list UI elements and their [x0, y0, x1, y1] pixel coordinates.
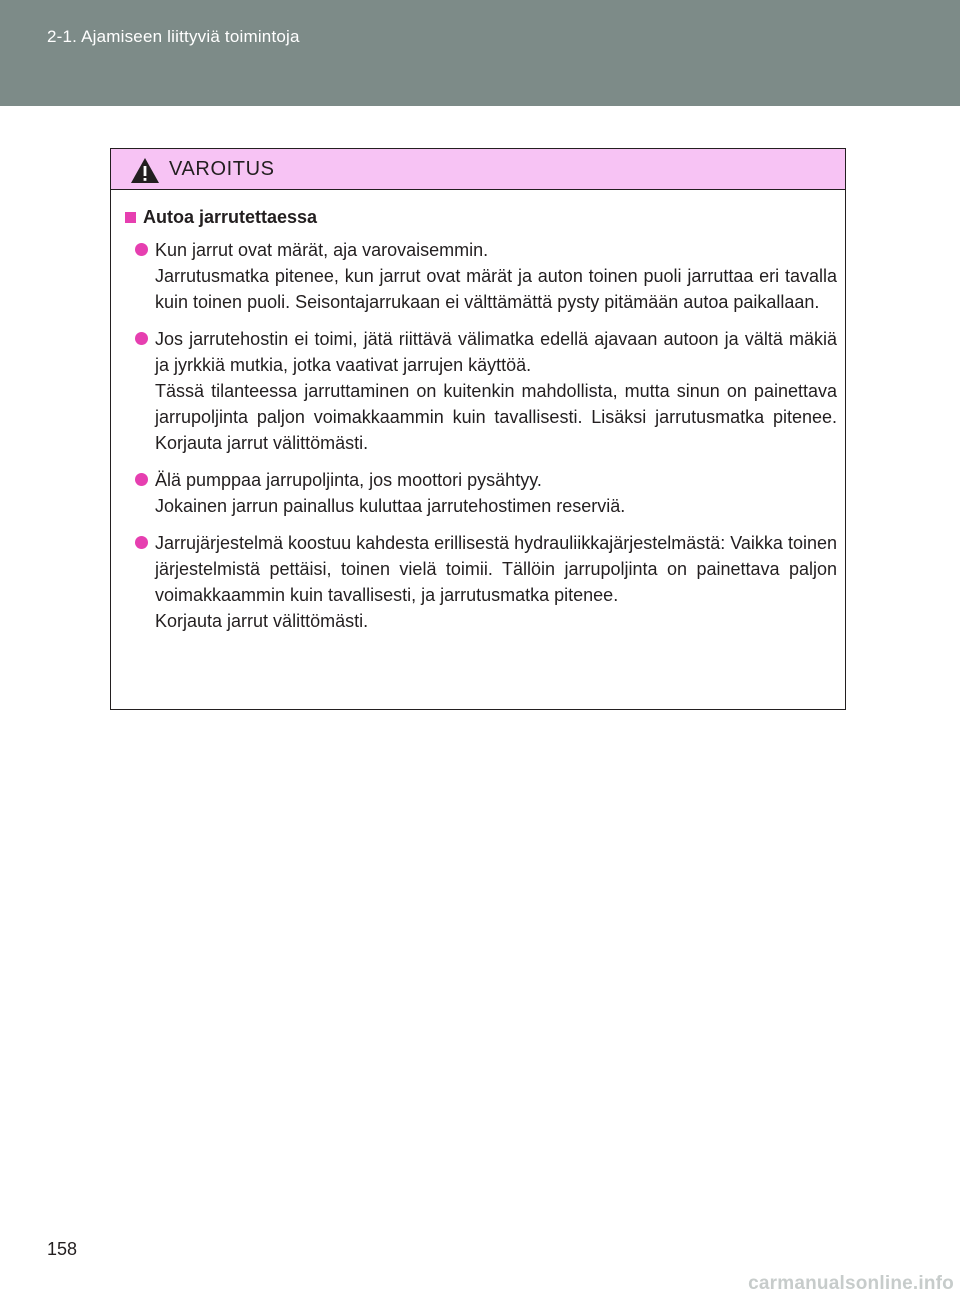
list-item	[135, 530, 837, 634]
circle-bullet-icon	[135, 473, 148, 486]
circle-bullet-icon	[135, 536, 148, 549]
section-title-text: Autoa jarrutettaessa	[143, 207, 318, 227]
page-header	[0, 0, 960, 106]
page-number: 158	[47, 1239, 78, 1259]
list-item	[135, 326, 837, 456]
warning-box	[110, 148, 846, 710]
item-text: Jokainen jarrun painallus kuluttaa jarrutehostimen reserviä.	[155, 496, 626, 516]
square-bullet-icon	[125, 212, 136, 223]
circle-bullet-icon	[135, 332, 148, 345]
warning-triangle-icon	[130, 157, 160, 184]
item-text: Tässä tilanteessa jarruttaminen on kuitenkin mahdollista, mutta sinun on painettava jarrupoljinta paljon voimakkaammin kuin tavallisesti. Lisäksi jarrutusmatka pitenee. Korjauta jarrut välittömästi.	[155, 381, 837, 453]
warning-label: VAROITUS	[169, 158, 275, 180]
item-text: Jarrutusmatka pitenee, kun jarrut ovat märät ja auton toinen puoli jarruttaa eri tavalla kuin toinen puoli. Seisontajarrukaan ei välttämättä pysty pitämään autoa paikallaan.	[155, 266, 837, 312]
warning-header	[111, 149, 845, 190]
warning-list	[135, 237, 837, 645]
list-item	[135, 237, 837, 315]
chapter-title: 2-1. Ajamiseen liittyviä toimintoja	[47, 27, 300, 46]
item-text: Korjauta jarrut välittömästi.	[155, 611, 369, 631]
circle-bullet-icon	[135, 243, 148, 256]
item-text: Jarrujärjestelmä koostuu kahdesta erillisestä hydrauliikkajärjestelmästä: Vaikka toinen järjestelmistä pettäisi, toinen vielä toimii. Tällöin jarrupoljinta on painettava paljon voimakkaammin kuin tavallisesti, ja jarrutusmatka pitenee.	[155, 533, 837, 605]
item-text: Kun jarrut ovat märät, aja varovaisemmin.	[155, 240, 489, 260]
list-item	[135, 467, 837, 519]
watermark: carmanualsonline.info	[748, 1273, 954, 1294]
item-text: Älä pumppaa jarrupoljinta, jos moottori pysähtyy.	[155, 470, 542, 490]
section-title	[125, 207, 317, 228]
item-text: Jos jarrutehostin ei toimi, jätä riittävä välimatka edellä ajavaan autoon ja vältä mäkiä ja jyrkkiä mutkia, jotka vaativat jarrujen käyttöä.	[155, 329, 837, 375]
